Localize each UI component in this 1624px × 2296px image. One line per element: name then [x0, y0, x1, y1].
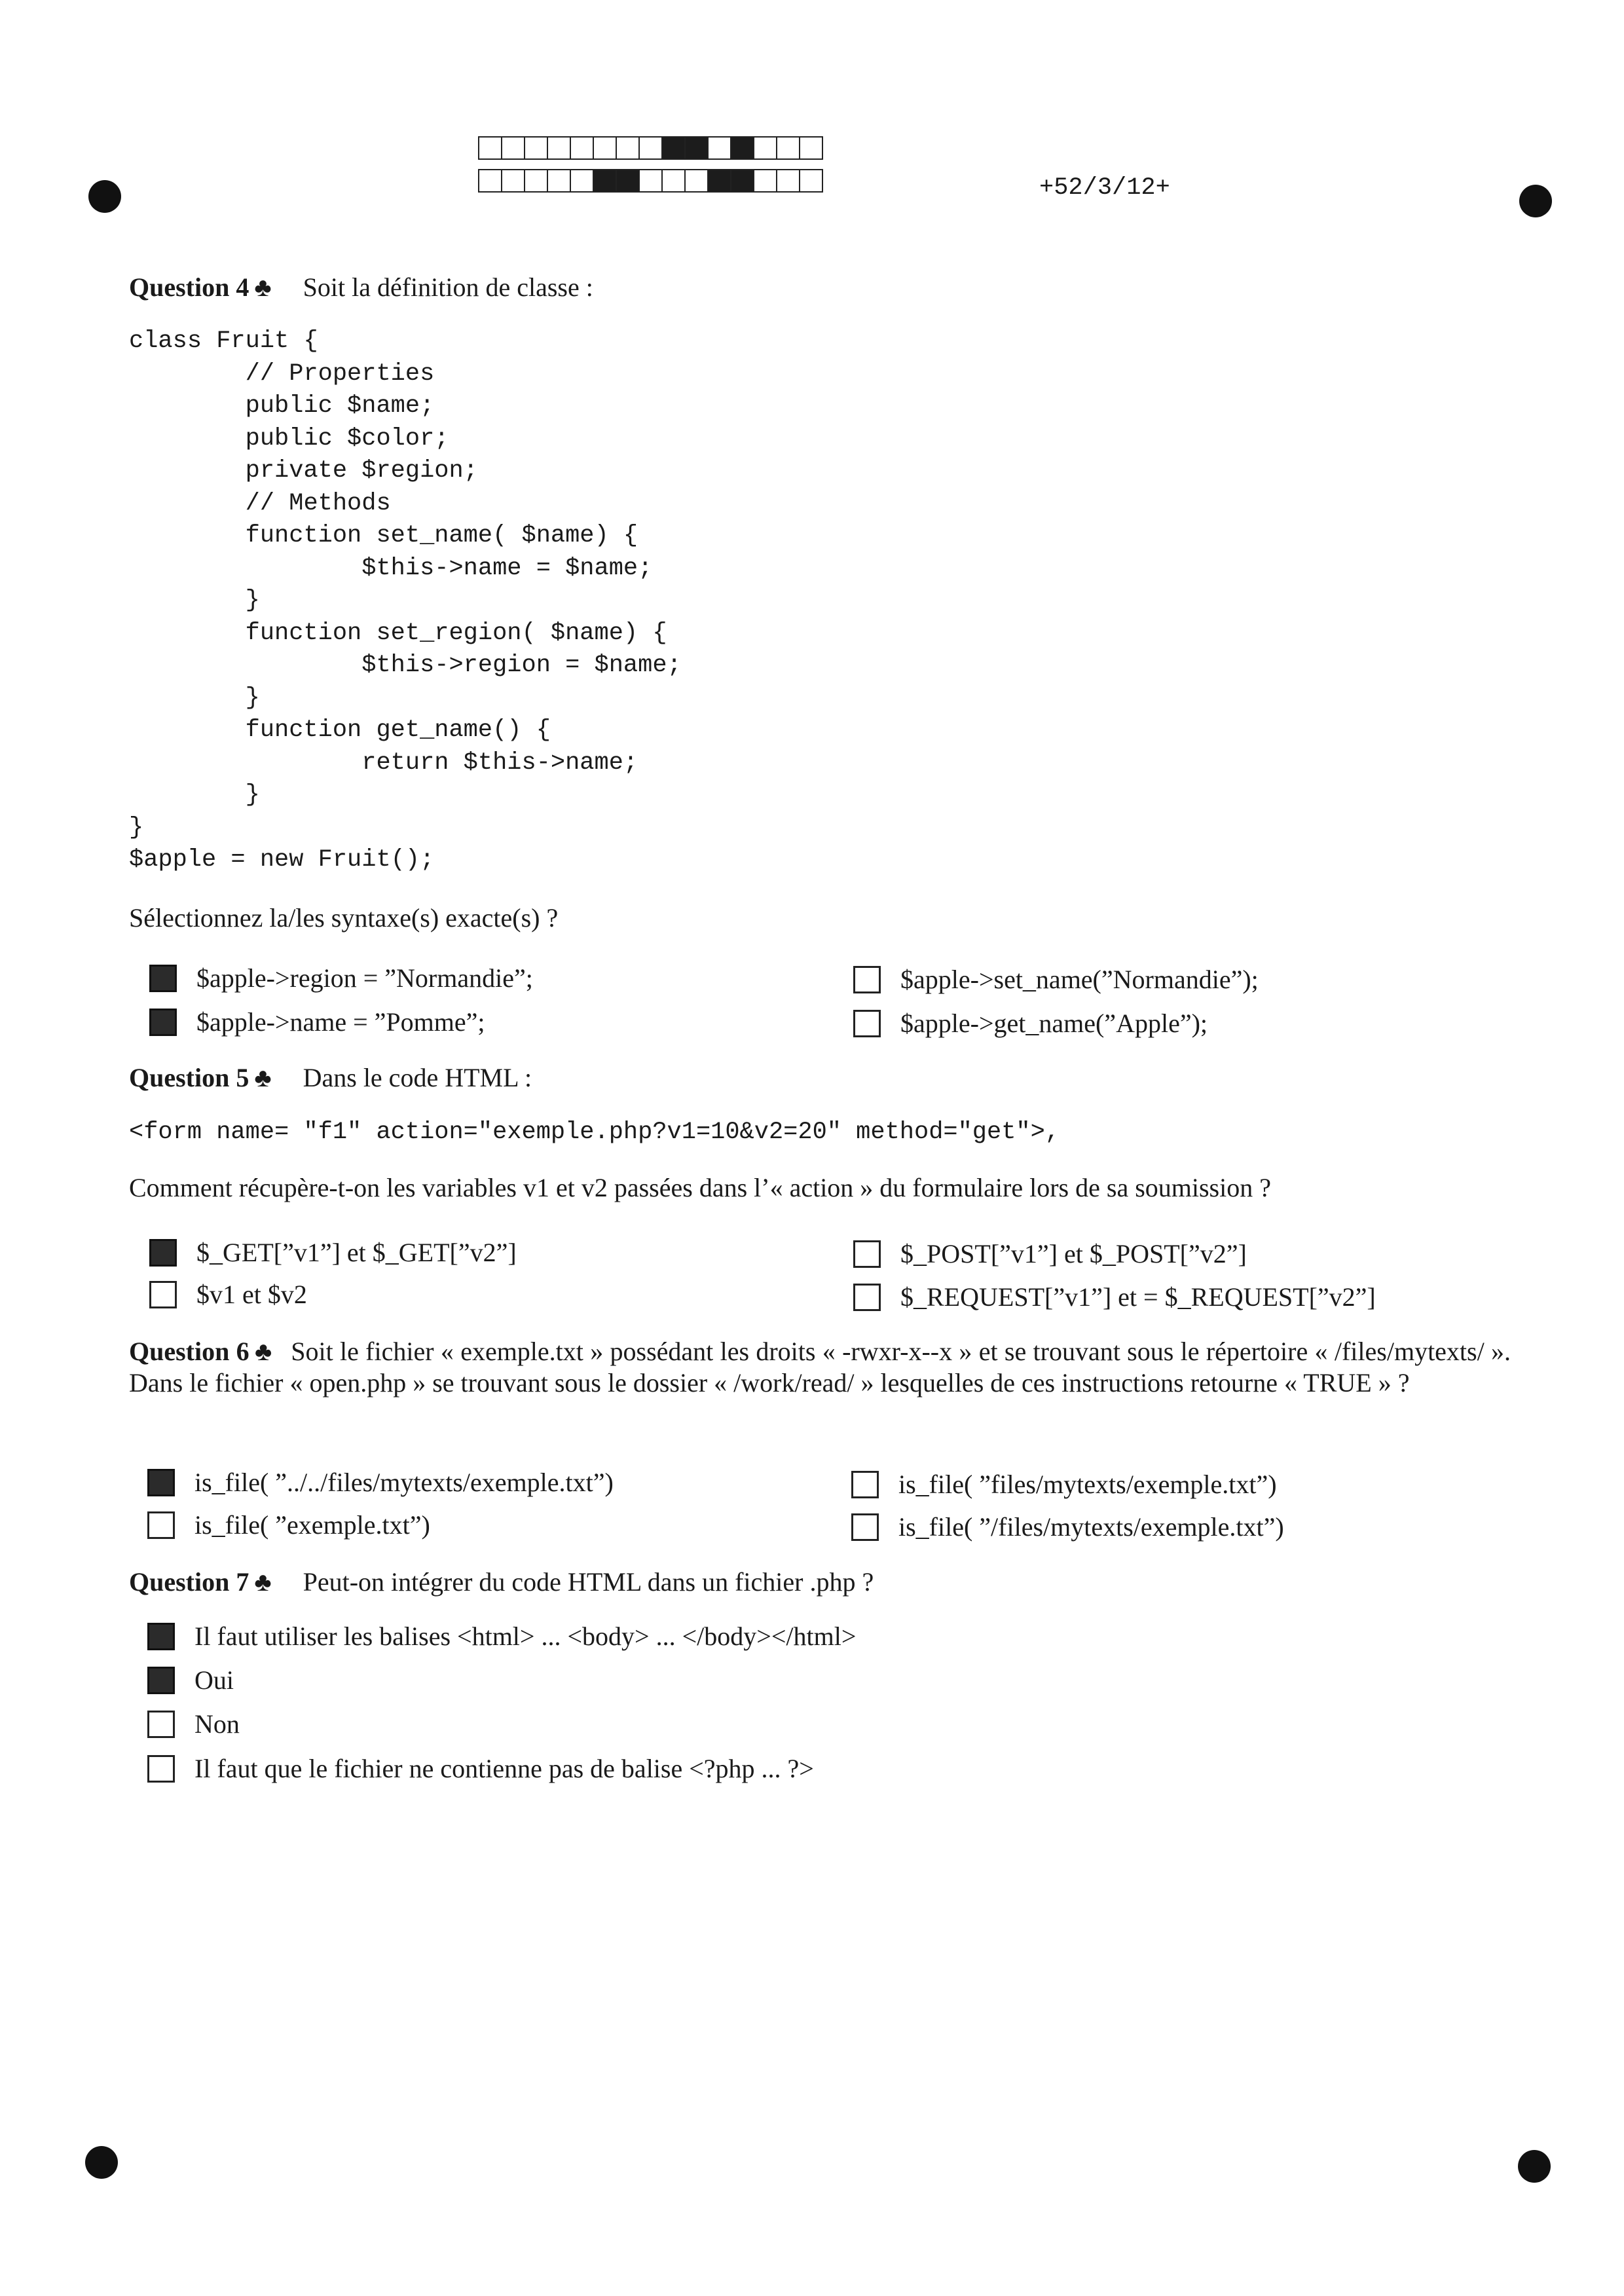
answer-option[interactable] — [149, 1279, 307, 1310]
answer-option[interactable] — [147, 1753, 814, 1784]
question-text: Soit le fichier « exemple.txt » possédant les droits « -rwxr-x--x » et se trouvant sous le répertoire « /files/mytexts/ ». Dans le fichier « open.php » se trouvant sous le dossier « /work/read/ » lesquelles de ces instructions retourne « TRUE » ? — [129, 1337, 1511, 1398]
barcode-cell — [570, 136, 594, 160]
checkbox[interactable] — [147, 1711, 175, 1738]
checkbox[interactable] — [851, 1513, 879, 1541]
barcode-cell — [753, 136, 777, 160]
barcode-cell — [707, 136, 731, 160]
option-label: is_file( ”/files/mytexts/exemple.txt”) — [898, 1512, 1284, 1542]
barcode-cell — [547, 136, 571, 160]
checkbox[interactable] — [853, 1010, 881, 1037]
registration-mark-bottom-right — [1518, 2150, 1551, 2183]
code-line: <form name= "f1" action="exemple.php?v1=10&v2=20" method="get">, — [129, 1119, 1060, 1146]
barcode-cell — [570, 169, 594, 193]
question-number: Question 6 — [129, 1337, 249, 1366]
answer-option[interactable] — [147, 1467, 614, 1498]
barcode-row-bottom — [478, 169, 822, 193]
option-label: $_GET[”v1”] et $_GET[”v2”] — [196, 1238, 517, 1267]
club-icon: ♣ — [254, 1567, 272, 1597]
question-number: Question 7 — [129, 1567, 249, 1597]
barcode-cell — [593, 136, 617, 160]
option-label: is_file( ”files/mytexts/exemple.txt”) — [898, 1470, 1277, 1499]
barcode-row-top — [478, 136, 822, 160]
question-5-heading — [129, 1062, 532, 1093]
option-label: $apple->name = ”Pomme”; — [196, 1007, 485, 1037]
barcode-cell — [524, 136, 548, 160]
checkbox[interactable] — [149, 1239, 177, 1267]
barcode-cell — [776, 136, 800, 160]
option-label: $apple->region = ”Normandie”; — [196, 963, 533, 993]
answer-option[interactable] — [149, 1237, 517, 1268]
code-block: class Fruit { // Properties public $name; public $color; private $region; // Methods function set_name( $name) { $this->name = $name; } function set_region( $name) { $this->region = $name; } function get_name() { return $this->name; } } $apple = new Fruit(); — [129, 327, 682, 874]
question-6-heading — [129, 1336, 1511, 1399]
checkbox[interactable] — [149, 1281, 177, 1308]
question-4-heading — [129, 272, 593, 303]
checkbox[interactable] — [147, 1511, 175, 1539]
barcode-cell — [707, 169, 731, 193]
barcode-cell — [593, 169, 617, 193]
option-label: is_file( ”../../files/mytexts/exemple.txt”) — [194, 1468, 614, 1497]
barcode-cell — [730, 169, 754, 193]
checkbox[interactable] — [851, 1471, 879, 1498]
barcode-cell — [730, 136, 754, 160]
question-number: Question 4 — [129, 272, 249, 302]
option-label: $apple->get_name(”Apple”); — [900, 1009, 1208, 1038]
checkbox[interactable] — [147, 1667, 175, 1694]
barcode-cell — [616, 169, 640, 193]
barcode-cell — [501, 169, 525, 193]
option-label: Oui — [194, 1665, 234, 1695]
barcode-cell — [661, 169, 686, 193]
club-icon: ♣ — [254, 272, 272, 302]
answer-option[interactable] — [147, 1621, 856, 1652]
option-label: $_POST[”v1”] et $_POST[”v2”] — [900, 1239, 1247, 1268]
barcode-cell — [478, 169, 502, 193]
answer-option[interactable] — [851, 1511, 1284, 1542]
option-label: Il faut utiliser les balises <html> ... <body> ... </body></html> — [194, 1621, 857, 1651]
option-label: is_file( ”exemple.txt”) — [194, 1510, 430, 1540]
checkbox[interactable] — [853, 1240, 881, 1268]
barcode-cell — [638, 169, 663, 193]
checkbox[interactable] — [853, 966, 881, 993]
barcode-cell — [524, 169, 548, 193]
registration-mark-top-right — [1519, 185, 1552, 217]
answer-option[interactable] — [149, 963, 533, 993]
answer-option[interactable] — [853, 1282, 1376, 1312]
checkbox[interactable] — [149, 965, 177, 992]
barcode-cell — [616, 136, 640, 160]
question-number: Question 5 — [129, 1063, 249, 1092]
answer-option[interactable] — [147, 1665, 234, 1695]
option-label: $apple->set_name(”Normandie”); — [900, 965, 1259, 994]
barcode-cell — [776, 169, 800, 193]
answer-option[interactable] — [851, 1469, 1277, 1500]
question-text: Soit la définition de classe : — [303, 272, 593, 302]
barcode-cell — [501, 136, 525, 160]
barcode-cell — [799, 169, 823, 193]
club-icon: ♣ — [254, 1063, 272, 1092]
answer-option[interactable] — [149, 1007, 485, 1037]
answer-option[interactable] — [147, 1509, 430, 1540]
answer-option[interactable] — [853, 964, 1259, 995]
barcode-cell — [638, 136, 663, 160]
checkbox[interactable] — [147, 1623, 175, 1650]
barcode-cell — [661, 136, 686, 160]
question-7-heading — [129, 1566, 874, 1597]
club-icon: ♣ — [254, 1337, 272, 1366]
option-label: Non — [194, 1709, 240, 1739]
registration-mark-top-left — [88, 180, 121, 213]
barcode-cell — [799, 136, 823, 160]
checkbox[interactable] — [147, 1469, 175, 1496]
option-label: Il faut que le fichier ne contienne pas de balise <?php ... ?> — [194, 1754, 814, 1783]
barcode-cell — [684, 136, 709, 160]
option-label: $_REQUEST[”v1”] et = $_REQUEST[”v2”] — [900, 1282, 1376, 1312]
registration-mark-bottom-left — [85, 2146, 118, 2179]
question-text: Dans le code HTML : — [303, 1063, 532, 1092]
barcode-cell — [478, 136, 502, 160]
option-label: $v1 et $v2 — [196, 1280, 307, 1309]
question-text: Peut-on intégrer du code HTML dans un fichier .php ? — [303, 1567, 874, 1597]
barcode-cell — [753, 169, 777, 193]
question-prompt: Sélectionnez la/les syntaxe(s) exacte(s) ? — [129, 903, 559, 933]
checkbox[interactable] — [149, 1009, 177, 1036]
answer-option[interactable] — [147, 1709, 240, 1739]
answer-option[interactable] — [853, 1008, 1208, 1039]
barcode-cell — [547, 169, 571, 193]
page-identifier: +52/3/12+ — [1039, 174, 1170, 202]
checkbox[interactable] — [853, 1284, 881, 1311]
answer-option[interactable] — [853, 1238, 1247, 1269]
question-prompt: Comment récupère-t-on les variables v1 et v2 passées dans l’« action » du formulaire lors de sa soumission ? — [129, 1173, 1271, 1202]
checkbox[interactable] — [147, 1755, 175, 1783]
barcode-cell — [684, 169, 709, 193]
